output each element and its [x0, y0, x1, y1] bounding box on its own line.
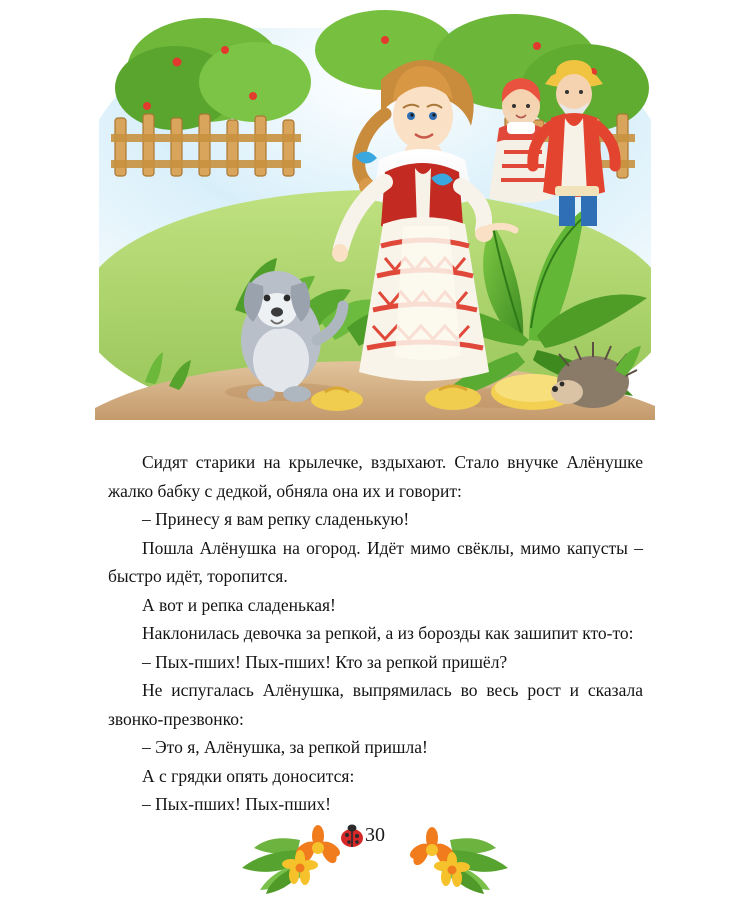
illustration-girl-in-garden [85, 10, 665, 430]
story-paragraph: – Пых-пших! Пых-пших! Кто за репкой пришёл? [142, 651, 508, 672]
story-paragraph: – Пых-пших! Пых-пших! [142, 794, 332, 815]
story-paragraph: Пошла Алёнушка на огород. Идёт мимо свёклы, мимо капусты – быстро идёт, торопится. [108, 537, 643, 587]
story-paragraph: А с грядки опять доносится: [142, 765, 355, 786]
story-text [108, 448, 643, 819]
story-paragraph: – Это я, Алёнушка, за репкой пришла! [142, 737, 428, 758]
page-number: 30 [365, 824, 385, 846]
story-paragraph: Сидят старики на крылечке, вздыхают. Стало внучке Алёнушке жалко бабку с дедкой, обняла она их и говорит: [108, 452, 643, 501]
story-paragraph: А вот и репка сладенькая! [142, 594, 336, 615]
story-paragraph: Наклонилась девочка за репкой, а из борозды как зашипит кто-то: [142, 623, 634, 644]
story-paragraph: – Принесу я вам репку сладенькую! [142, 509, 410, 530]
footer-ornament [0, 806, 750, 898]
story-paragraph: Не испугалась Алёнушка, выпрямилась во весь рост и сказала звонко-презвонко: [108, 680, 643, 729]
